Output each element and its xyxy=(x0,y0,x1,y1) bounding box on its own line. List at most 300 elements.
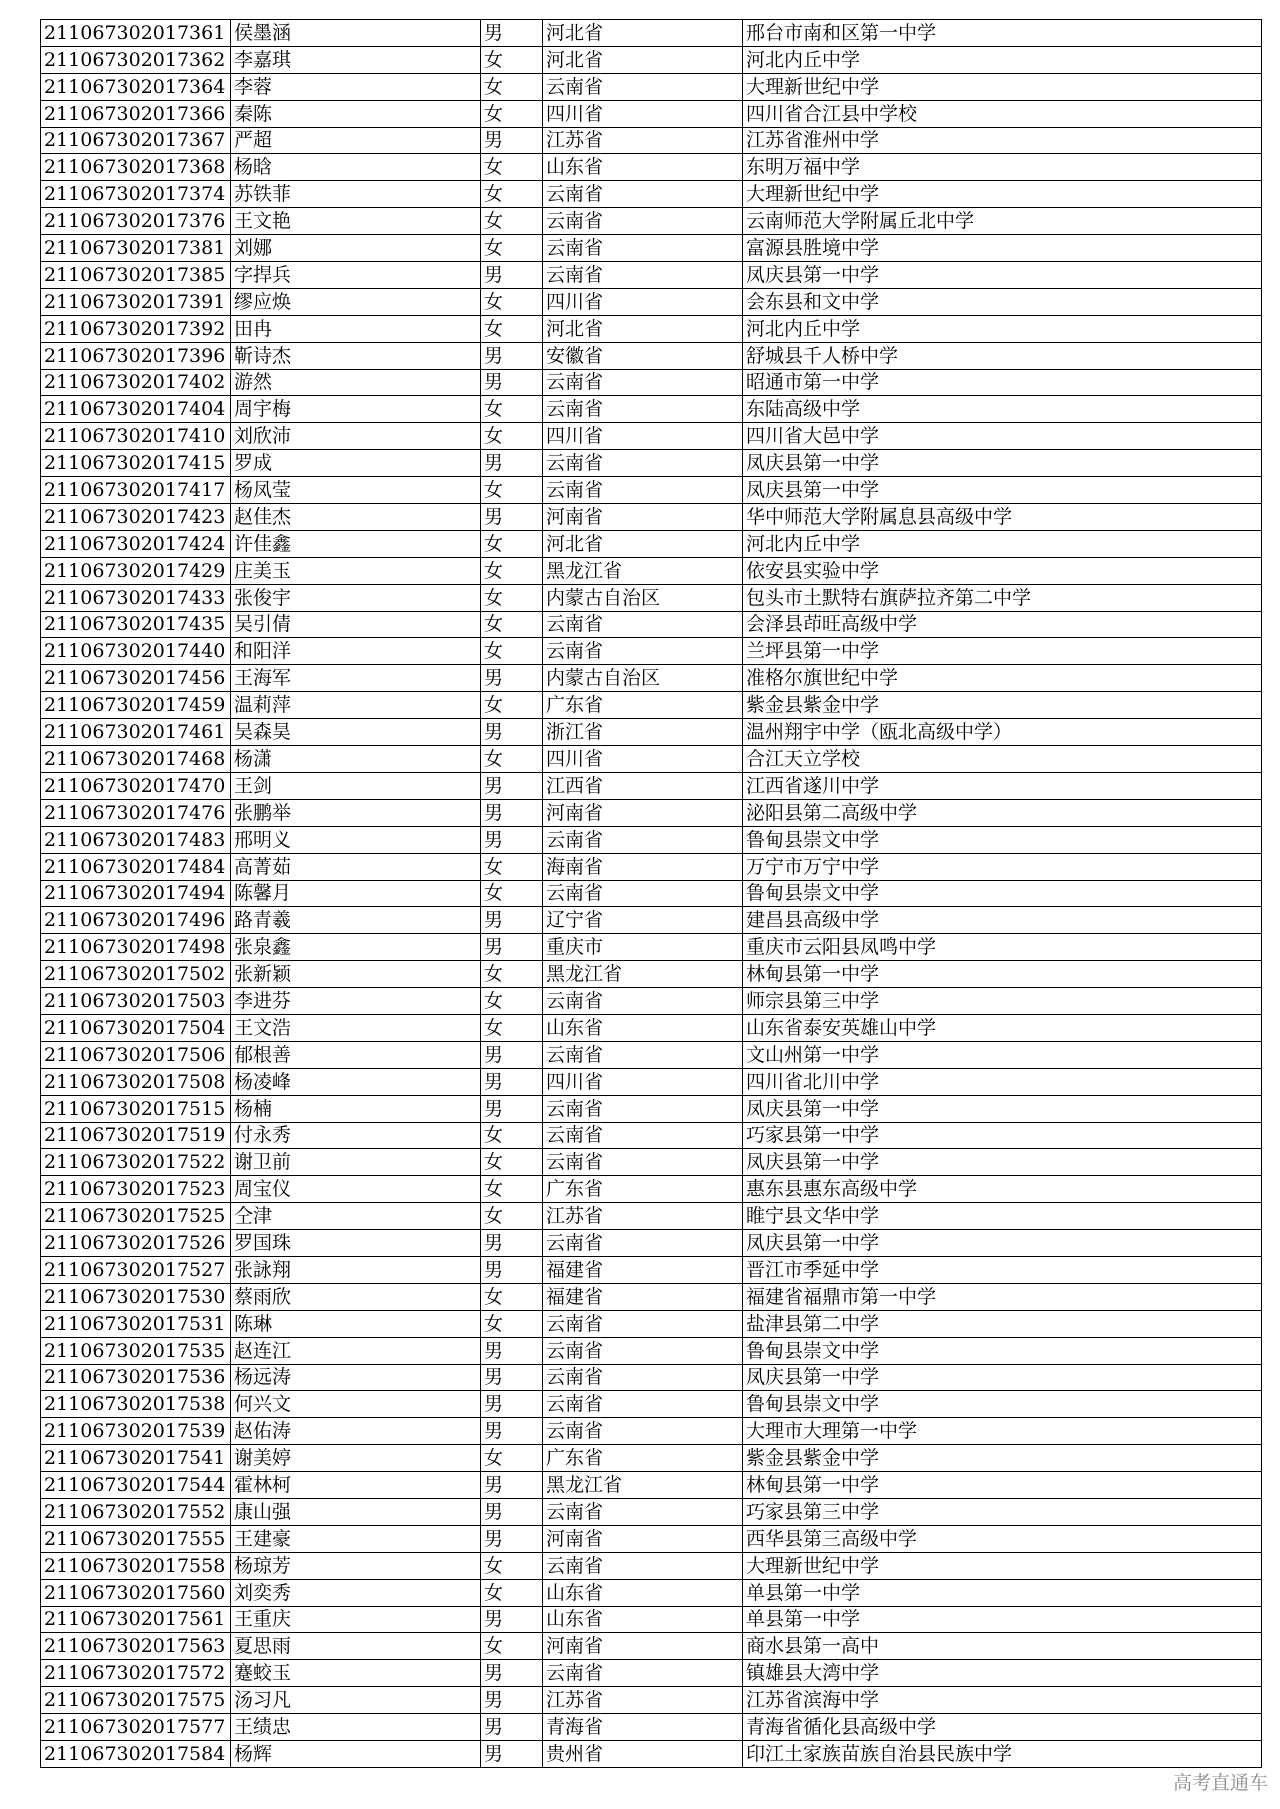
name-cell: 汤习凡 xyxy=(231,1687,481,1714)
province-cell: 云南省 xyxy=(543,826,743,853)
table-row xyxy=(41,557,1262,584)
table-row xyxy=(41,1176,1262,1203)
candidate-id-cell: 211067302017519 xyxy=(41,1122,231,1149)
candidate-id-cell: 211067302017539 xyxy=(41,1418,231,1445)
gender-cell: 男 xyxy=(481,772,543,799)
candidate-id-cell: 211067302017392 xyxy=(41,315,231,342)
table-row xyxy=(41,315,1262,342)
name-cell: 张新颖 xyxy=(231,961,481,988)
name-cell: 王建豪 xyxy=(231,1525,481,1552)
table-row xyxy=(41,235,1262,262)
gender-cell: 男 xyxy=(481,20,543,47)
candidate-id-cell: 211067302017504 xyxy=(41,1014,231,1041)
candidate-id-cell: 211067302017433 xyxy=(41,584,231,611)
name-cell: 赵佑涛 xyxy=(231,1418,481,1445)
name-cell: 郁根善 xyxy=(231,1041,481,1068)
candidate-id-cell: 211067302017391 xyxy=(41,288,231,315)
name-cell: 李嘉琪 xyxy=(231,46,481,73)
candidate-id-cell: 211067302017508 xyxy=(41,1068,231,1095)
candidate-id-cell: 211067302017572 xyxy=(41,1660,231,1687)
candidate-id-cell: 211067302017560 xyxy=(41,1579,231,1606)
gender-cell: 女 xyxy=(481,853,543,880)
school-cell: 晋江市季延中学 xyxy=(743,1256,1262,1283)
gender-cell: 女 xyxy=(481,208,543,235)
table-row xyxy=(41,1606,1262,1633)
gender-cell: 女 xyxy=(481,1579,543,1606)
name-cell: 杨楠 xyxy=(231,1095,481,1122)
school-cell: 江苏省淮州中学 xyxy=(743,127,1262,154)
name-cell: 王文浩 xyxy=(231,1014,481,1041)
table-row xyxy=(41,1337,1262,1364)
school-cell: 青海省循化县高级中学 xyxy=(743,1714,1262,1741)
table-row xyxy=(41,20,1262,47)
table-row xyxy=(41,154,1262,181)
gender-cell: 男 xyxy=(481,1256,543,1283)
table-row xyxy=(41,665,1262,692)
school-cell: 单县第一中学 xyxy=(743,1606,1262,1633)
candidate-id-cell: 211067302017506 xyxy=(41,1041,231,1068)
name-cell: 王剑 xyxy=(231,772,481,799)
school-cell: 泌阳县第二高级中学 xyxy=(743,799,1262,826)
school-cell: 凤庆县第一中学 xyxy=(743,262,1262,289)
province-cell: 广东省 xyxy=(543,692,743,719)
province-cell: 黑龙江省 xyxy=(543,961,743,988)
table-row xyxy=(41,1660,1262,1687)
province-cell: 江西省 xyxy=(543,772,743,799)
candidate-id-cell: 211067302017381 xyxy=(41,235,231,262)
table-row xyxy=(41,477,1262,504)
name-cell: 田冉 xyxy=(231,315,481,342)
province-cell: 河北省 xyxy=(543,20,743,47)
school-cell: 盐津县第二中学 xyxy=(743,1310,1262,1337)
candidate-id-cell: 211067302017515 xyxy=(41,1095,231,1122)
name-cell: 何兴文 xyxy=(231,1391,481,1418)
gender-cell: 女 xyxy=(481,1149,543,1176)
gender-cell: 男 xyxy=(481,799,543,826)
table-row xyxy=(41,1256,1262,1283)
table-row xyxy=(41,853,1262,880)
gender-cell: 男 xyxy=(481,1714,543,1741)
candidate-id-cell: 211067302017538 xyxy=(41,1391,231,1418)
gender-cell: 男 xyxy=(481,342,543,369)
province-cell: 福建省 xyxy=(543,1256,743,1283)
gender-cell: 女 xyxy=(481,1014,543,1041)
province-cell: 江苏省 xyxy=(543,1687,743,1714)
school-cell: 东明万福中学 xyxy=(743,154,1262,181)
school-cell: 准格尔旗世纪中学 xyxy=(743,665,1262,692)
candidate-id-cell: 211067302017552 xyxy=(41,1498,231,1525)
province-cell: 江苏省 xyxy=(543,127,743,154)
name-cell: 杨晗 xyxy=(231,154,481,181)
gender-cell: 男 xyxy=(481,1525,543,1552)
school-cell: 凤庆县第一中学 xyxy=(743,450,1262,477)
name-cell: 苏铁菲 xyxy=(231,181,481,208)
gender-cell: 女 xyxy=(481,746,543,773)
name-cell: 张俊宇 xyxy=(231,584,481,611)
name-cell: 和阳洋 xyxy=(231,638,481,665)
candidate-id-cell: 211067302017364 xyxy=(41,73,231,100)
table-row xyxy=(41,1095,1262,1122)
school-cell: 华中师范大学附属息县高级中学 xyxy=(743,504,1262,531)
name-cell: 温莉萍 xyxy=(231,692,481,719)
school-cell: 舒城县千人桥中学 xyxy=(743,342,1262,369)
school-cell: 东陆高级中学 xyxy=(743,396,1262,423)
school-cell: 睢宁县文华中学 xyxy=(743,1203,1262,1230)
name-cell: 李进芬 xyxy=(231,988,481,1015)
candidate-id-cell: 211067302017561 xyxy=(41,1606,231,1633)
candidate-id-cell: 211067302017396 xyxy=(41,342,231,369)
school-cell: 建昌县高级中学 xyxy=(743,907,1262,934)
province-cell: 青海省 xyxy=(543,1714,743,1741)
province-cell: 云南省 xyxy=(543,1310,743,1337)
province-cell: 贵州省 xyxy=(543,1741,743,1768)
school-cell: 西华县第三高级中学 xyxy=(743,1525,1262,1552)
table-row xyxy=(41,396,1262,423)
province-cell: 福建省 xyxy=(543,1283,743,1310)
table-row xyxy=(41,1068,1262,1095)
candidate-id-cell: 211067302017525 xyxy=(41,1203,231,1230)
school-cell: 师宗县第三中学 xyxy=(743,988,1262,1015)
gender-cell: 男 xyxy=(481,1095,543,1122)
name-cell: 刘欣沛 xyxy=(231,423,481,450)
school-cell: 大理新世纪中学 xyxy=(743,181,1262,208)
table-row xyxy=(41,719,1262,746)
school-cell: 江苏省滨海中学 xyxy=(743,1687,1262,1714)
province-cell: 黑龙江省 xyxy=(543,1472,743,1499)
name-cell: 张泉鑫 xyxy=(231,934,481,961)
province-cell: 云南省 xyxy=(543,450,743,477)
province-cell: 四川省 xyxy=(543,1068,743,1095)
school-cell: 四川省北川中学 xyxy=(743,1068,1262,1095)
gender-cell: 男 xyxy=(481,826,543,853)
school-cell: 林甸县第一中学 xyxy=(743,961,1262,988)
candidate-id-cell: 211067302017417 xyxy=(41,477,231,504)
school-cell: 昭通市第一中学 xyxy=(743,369,1262,396)
school-cell: 鲁甸县崇文中学 xyxy=(743,1391,1262,1418)
school-cell: 单县第一中学 xyxy=(743,1579,1262,1606)
name-cell: 刘奕秀 xyxy=(231,1579,481,1606)
school-cell: 万宁市万宁中学 xyxy=(743,853,1262,880)
gender-cell: 男 xyxy=(481,504,543,531)
school-cell: 合江天立学校 xyxy=(743,746,1262,773)
gender-cell: 女 xyxy=(481,423,543,450)
name-cell: 庄美玉 xyxy=(231,557,481,584)
gender-cell: 男 xyxy=(481,934,543,961)
school-cell: 紫金县紫金中学 xyxy=(743,1445,1262,1472)
candidate-id-cell: 211067302017526 xyxy=(41,1230,231,1257)
province-cell: 河北省 xyxy=(543,530,743,557)
province-cell: 安徽省 xyxy=(543,342,743,369)
province-cell: 云南省 xyxy=(543,477,743,504)
school-cell: 大理新世纪中学 xyxy=(743,1552,1262,1579)
province-cell: 云南省 xyxy=(543,208,743,235)
table-row xyxy=(41,1525,1262,1552)
candidate-id-cell: 211067302017459 xyxy=(41,692,231,719)
candidate-id-cell: 211067302017423 xyxy=(41,504,231,531)
name-cell: 秦陈 xyxy=(231,100,481,127)
school-cell: 大理市大理第一中学 xyxy=(743,1418,1262,1445)
school-cell: 凤庆县第一中学 xyxy=(743,1095,1262,1122)
name-cell: 严超 xyxy=(231,127,481,154)
province-cell: 四川省 xyxy=(543,100,743,127)
candidate-id-cell: 211067302017440 xyxy=(41,638,231,665)
name-cell: 靳诗杰 xyxy=(231,342,481,369)
candidate-id-cell: 211067302017584 xyxy=(41,1741,231,1768)
table-row xyxy=(41,530,1262,557)
table-row xyxy=(41,100,1262,127)
gender-cell: 女 xyxy=(481,584,543,611)
province-cell: 四川省 xyxy=(543,746,743,773)
province-cell: 云南省 xyxy=(543,1418,743,1445)
school-cell: 鲁甸县崇文中学 xyxy=(743,1337,1262,1364)
name-cell: 陈琳 xyxy=(231,1310,481,1337)
province-cell: 云南省 xyxy=(543,1552,743,1579)
candidate-id-cell: 211067302017404 xyxy=(41,396,231,423)
gender-cell: 男 xyxy=(481,262,543,289)
gender-cell: 男 xyxy=(481,1230,543,1257)
name-cell: 杨潇 xyxy=(231,746,481,773)
candidate-id-cell: 211067302017361 xyxy=(41,20,231,47)
table-row xyxy=(41,342,1262,369)
name-cell: 刘娜 xyxy=(231,235,481,262)
gender-cell: 女 xyxy=(481,638,543,665)
candidate-id-cell: 211067302017523 xyxy=(41,1176,231,1203)
province-cell: 四川省 xyxy=(543,423,743,450)
gender-cell: 男 xyxy=(481,1498,543,1525)
candidate-id-cell: 211067302017483 xyxy=(41,826,231,853)
gender-cell: 女 xyxy=(481,988,543,1015)
table-row xyxy=(41,208,1262,235)
school-cell: 会泽县茚旺高级中学 xyxy=(743,611,1262,638)
school-cell: 大理新世纪中学 xyxy=(743,73,1262,100)
school-cell: 凤庆县第一中学 xyxy=(743,1149,1262,1176)
province-cell: 云南省 xyxy=(543,73,743,100)
gender-cell: 女 xyxy=(481,1122,543,1149)
name-cell: 蹇蛟玉 xyxy=(231,1660,481,1687)
gender-cell: 男 xyxy=(481,1472,543,1499)
province-cell: 云南省 xyxy=(543,638,743,665)
province-cell: 云南省 xyxy=(543,1660,743,1687)
table-row xyxy=(41,880,1262,907)
candidate-id-cell: 211067302017503 xyxy=(41,988,231,1015)
school-cell: 富源县胜境中学 xyxy=(743,235,1262,262)
gender-cell: 男 xyxy=(481,1068,543,1095)
admission-list-table xyxy=(40,19,1262,1768)
name-cell: 罗成 xyxy=(231,450,481,477)
table-row xyxy=(41,1014,1262,1041)
table-row xyxy=(41,1149,1262,1176)
province-cell: 四川省 xyxy=(543,288,743,315)
candidate-id-cell: 211067302017435 xyxy=(41,611,231,638)
school-cell: 山东省泰安英雄山中学 xyxy=(743,1014,1262,1041)
table-row xyxy=(41,907,1262,934)
name-cell: 吴森昊 xyxy=(231,719,481,746)
candidate-id-cell: 211067302017385 xyxy=(41,262,231,289)
province-cell: 云南省 xyxy=(543,1041,743,1068)
table-row xyxy=(41,1364,1262,1391)
name-cell: 夏思雨 xyxy=(231,1633,481,1660)
school-cell: 四川省合江县中学校 xyxy=(743,100,1262,127)
province-cell: 云南省 xyxy=(543,611,743,638)
gender-cell: 男 xyxy=(481,1391,543,1418)
candidate-id-cell: 211067302017476 xyxy=(41,799,231,826)
table-row xyxy=(41,1445,1262,1472)
table-row xyxy=(41,46,1262,73)
name-cell: 杨琼芳 xyxy=(231,1552,481,1579)
candidate-id-cell: 211067302017368 xyxy=(41,154,231,181)
gender-cell: 男 xyxy=(481,1364,543,1391)
candidate-id-cell: 211067302017522 xyxy=(41,1149,231,1176)
table-row xyxy=(41,826,1262,853)
province-cell: 海南省 xyxy=(543,853,743,880)
gender-cell: 男 xyxy=(481,719,543,746)
province-cell: 云南省 xyxy=(543,1498,743,1525)
name-cell: 蔡雨欣 xyxy=(231,1283,481,1310)
gender-cell: 男 xyxy=(481,450,543,477)
candidate-id-cell: 211067302017367 xyxy=(41,127,231,154)
school-cell: 鲁甸县崇文中学 xyxy=(743,880,1262,907)
candidate-id-cell: 211067302017461 xyxy=(41,719,231,746)
gender-cell: 男 xyxy=(481,907,543,934)
table-row xyxy=(41,746,1262,773)
gender-cell: 男 xyxy=(481,1741,543,1768)
gender-cell: 女 xyxy=(481,477,543,504)
name-cell: 赵连江 xyxy=(231,1337,481,1364)
gender-cell: 女 xyxy=(481,880,543,907)
school-cell: 云南师范大学附属丘北中学 xyxy=(743,208,1262,235)
candidate-id-cell: 211067302017494 xyxy=(41,880,231,907)
table-row xyxy=(41,638,1262,665)
province-cell: 云南省 xyxy=(543,181,743,208)
gender-cell: 女 xyxy=(481,1310,543,1337)
table-row xyxy=(41,262,1262,289)
candidate-id-cell: 211067302017535 xyxy=(41,1337,231,1364)
candidate-id-cell: 211067302017536 xyxy=(41,1364,231,1391)
table-row xyxy=(41,1472,1262,1499)
name-cell: 谢美婷 xyxy=(231,1445,481,1472)
table-row xyxy=(41,1230,1262,1257)
candidate-id-cell: 211067302017376 xyxy=(41,208,231,235)
name-cell: 康山强 xyxy=(231,1498,481,1525)
province-cell: 山东省 xyxy=(543,1579,743,1606)
table-row xyxy=(41,181,1262,208)
province-cell: 重庆市 xyxy=(543,934,743,961)
province-cell: 云南省 xyxy=(543,1364,743,1391)
table-row xyxy=(41,1714,1262,1741)
name-cell: 谢卫前 xyxy=(231,1149,481,1176)
gender-cell: 女 xyxy=(481,1176,543,1203)
name-cell: 杨远涛 xyxy=(231,1364,481,1391)
gender-cell: 女 xyxy=(481,1203,543,1230)
name-cell: 许佳鑫 xyxy=(231,530,481,557)
gender-cell: 女 xyxy=(481,46,543,73)
province-cell: 山东省 xyxy=(543,1014,743,1041)
table-row xyxy=(41,1741,1262,1768)
table-row xyxy=(41,288,1262,315)
school-cell: 林甸县第一中学 xyxy=(743,1472,1262,1499)
candidate-id-cell: 211067302017530 xyxy=(41,1283,231,1310)
candidate-id-cell: 211067302017362 xyxy=(41,46,231,73)
name-cell: 霍林柯 xyxy=(231,1472,481,1499)
table-row xyxy=(41,692,1262,719)
province-cell: 云南省 xyxy=(543,988,743,1015)
table-body xyxy=(41,20,1262,1768)
table-row xyxy=(41,1687,1262,1714)
table-row xyxy=(41,1391,1262,1418)
table-row xyxy=(41,1122,1262,1149)
table-row xyxy=(41,799,1262,826)
candidate-id-cell: 211067302017456 xyxy=(41,665,231,692)
province-cell: 河北省 xyxy=(543,315,743,342)
gender-cell: 男 xyxy=(481,1606,543,1633)
province-cell: 河南省 xyxy=(543,799,743,826)
name-cell: 邢明义 xyxy=(231,826,481,853)
table-row xyxy=(41,1579,1262,1606)
candidate-id-cell: 211067302017415 xyxy=(41,450,231,477)
province-cell: 广东省 xyxy=(543,1445,743,1472)
table-row xyxy=(41,450,1262,477)
table-row xyxy=(41,127,1262,154)
gender-cell: 男 xyxy=(481,665,543,692)
table-row xyxy=(41,1633,1262,1660)
province-cell: 河南省 xyxy=(543,1525,743,1552)
candidate-id-cell: 211067302017484 xyxy=(41,853,231,880)
table-row xyxy=(41,934,1262,961)
gender-cell: 女 xyxy=(481,181,543,208)
candidate-id-cell: 211067302017498 xyxy=(41,934,231,961)
table-row xyxy=(41,1310,1262,1337)
gender-cell: 女 xyxy=(481,1552,543,1579)
province-cell: 内蒙古自治区 xyxy=(543,665,743,692)
gender-cell: 女 xyxy=(481,530,543,557)
gender-cell: 女 xyxy=(481,557,543,584)
province-cell: 云南省 xyxy=(543,262,743,289)
name-cell: 罗国珠 xyxy=(231,1230,481,1257)
province-cell: 山东省 xyxy=(543,1606,743,1633)
gender-cell: 女 xyxy=(481,1283,543,1310)
name-cell: 张鹏举 xyxy=(231,799,481,826)
gender-cell: 女 xyxy=(481,73,543,100)
province-cell: 云南省 xyxy=(543,1149,743,1176)
school-cell: 商水县第一高中 xyxy=(743,1633,1262,1660)
gender-cell: 女 xyxy=(481,154,543,181)
school-cell: 凤庆县第一中学 xyxy=(743,1230,1262,1257)
name-cell: 王重庆 xyxy=(231,1606,481,1633)
table-row xyxy=(41,504,1262,531)
province-cell: 云南省 xyxy=(543,235,743,262)
school-cell: 文山州第一中学 xyxy=(743,1041,1262,1068)
school-cell: 鲁甸县崇文中学 xyxy=(743,826,1262,853)
name-cell: 缪应焕 xyxy=(231,288,481,315)
gender-cell: 女 xyxy=(481,396,543,423)
candidate-id-cell: 211067302017563 xyxy=(41,1633,231,1660)
gender-cell: 男 xyxy=(481,1687,543,1714)
province-cell: 云南省 xyxy=(543,1391,743,1418)
school-cell: 凤庆县第一中学 xyxy=(743,477,1262,504)
candidate-id-cell: 211067302017575 xyxy=(41,1687,231,1714)
watermark: 高考直通车 xyxy=(1172,1772,1268,1794)
name-cell: 张詠翔 xyxy=(231,1256,481,1283)
gender-cell: 男 xyxy=(481,1337,543,1364)
name-cell: 游然 xyxy=(231,369,481,396)
province-cell: 云南省 xyxy=(543,396,743,423)
name-cell: 字捍兵 xyxy=(231,262,481,289)
school-cell: 温州翔宇中学（瓯北高级中学） xyxy=(743,719,1262,746)
table-row xyxy=(41,772,1262,799)
gender-cell: 男 xyxy=(481,1041,543,1068)
candidate-id-cell: 211067302017470 xyxy=(41,772,231,799)
province-cell: 江苏省 xyxy=(543,1203,743,1230)
